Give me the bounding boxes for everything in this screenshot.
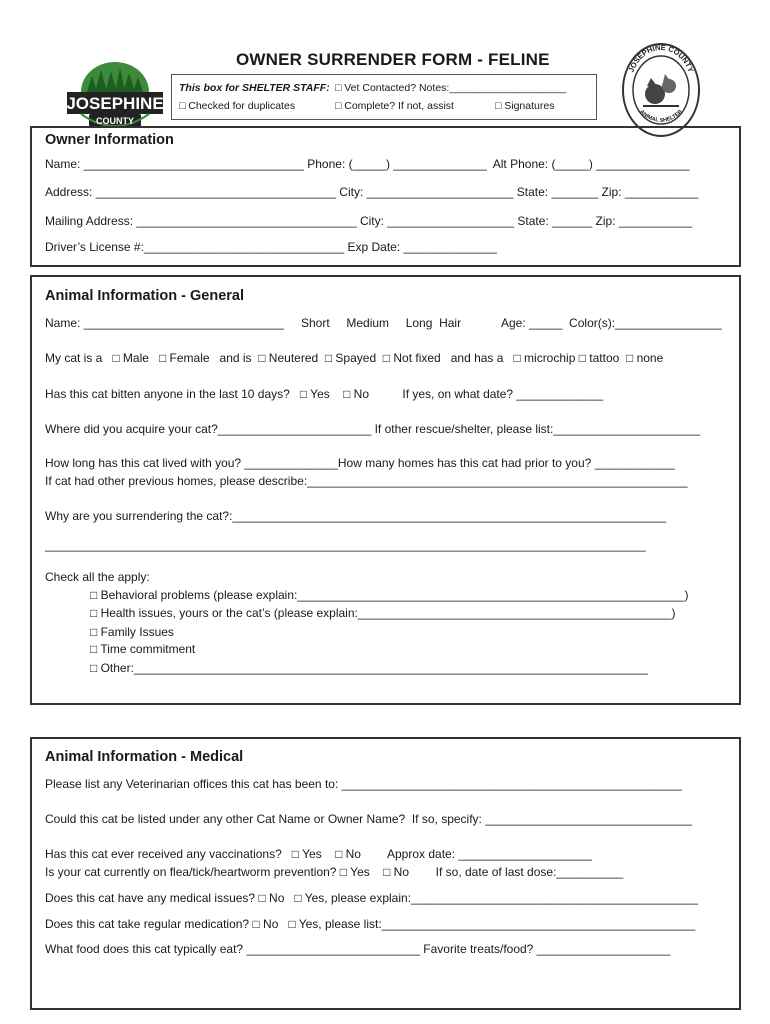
owner-address-field[interactable]: Address: ____________________________________ City: ______________________ State: _______ Zip: ___________ bbox=[45, 185, 699, 199]
medical-section-title: Animal Information - Medical bbox=[45, 749, 244, 765]
complete-checkbox[interactable]: □ Complete? If not, assist bbox=[335, 100, 454, 112]
signatures-checkbox[interactable]: □ Signatures bbox=[495, 100, 555, 112]
general-information-section bbox=[30, 275, 741, 705]
logo-text-top: JOSEPHINE bbox=[66, 94, 163, 113]
general-section-title: Animal Information - General bbox=[45, 288, 244, 304]
other-name-field[interactable]: Could this cat be listed under any other Cat Name or Owner Name? If so, specify: _______________________________ bbox=[45, 812, 693, 826]
drivers-license-field[interactable]: Driver’s License #:______________________________ Exp Date: ______________ bbox=[45, 240, 497, 254]
page-title: OWNER SURRENDER FORM - FELINE bbox=[236, 50, 550, 69]
svg-text:ANIMAL SHELTER bbox=[638, 109, 683, 124]
owner-name-phone-field[interactable]: Name: _________________________________ Phone: (_____) ______________ Alt Phone: (_____) ______________ bbox=[45, 157, 690, 171]
animal-shelter-seal bbox=[612, 24, 696, 124]
bitten-question[interactable]: Has this cat bitten anyone in the last 10 days? □ Yes □ No If yes, on what date? _____________ bbox=[45, 387, 604, 401]
medication-question[interactable]: Does this cat take regular medication? □ No □ Yes, please list:_______________________________________________ bbox=[45, 917, 696, 931]
logo-trees-icon bbox=[67, 62, 163, 132]
flea-prevention-question[interactable]: Is your cat currently on flea/tick/heartworm prevention? □ Yes □ No If so, date of last dose:__________ bbox=[45, 865, 624, 879]
vet-contacted-checkbox[interactable]: □ Vet Contacted? Notes:____________________ bbox=[335, 82, 567, 94]
staff-box-label: This box for SHELTER STAFF: bbox=[179, 82, 330, 94]
sex-status-checkboxes[interactable]: My cat is a □ Male □ Female and is □ Neutered □ Spayed □ Not fixed and has a □ microchip □ tattoo □ none bbox=[45, 351, 664, 365]
reason-other-checkbox[interactable]: □ Other:_____________________________________________________________________________ bbox=[90, 661, 648, 675]
food-question[interactable]: What food does this cat typically eat? __________________________ Favorite treats/food? ____________________ bbox=[45, 942, 671, 956]
owner-mailing-address-field[interactable]: Mailing Address: _________________________________ City: ___________________ State: ______ Zip: ___________ bbox=[45, 214, 693, 228]
vaccinations-question[interactable]: Has this cat ever received any vaccinations? □ Yes □ No Approx date: ____________________ bbox=[45, 847, 592, 861]
medical-issues-question[interactable]: Does this cat have any medical issues? □ No □ Yes, please explain:___________________________________________ bbox=[45, 891, 699, 905]
previous-homes-field[interactable]: If cat had other previous homes, please describe:_________________________________________________________ bbox=[45, 474, 688, 488]
hair-length-options[interactable]: Short Medium Long Hair bbox=[301, 316, 462, 330]
staff-box bbox=[171, 74, 597, 120]
reason-time-checkbox[interactable]: □ Time commitment bbox=[90, 642, 196, 656]
checked-duplicates-checkbox[interactable]: □ Checked for duplicates bbox=[179, 100, 296, 112]
reason-behavioral-checkbox[interactable]: □ Behavioral problems (please explain:__________________________________________________________) bbox=[90, 588, 689, 602]
svg-text:JOSEPHINE COUNTY bbox=[626, 43, 695, 74]
vet-offices-field[interactable]: Please list any Veterinarian offices this cat has been to: ___________________________________________________ bbox=[45, 777, 682, 791]
check-all-label: Check all the apply: bbox=[45, 570, 150, 584]
cat-name-field[interactable]: Name: ______________________________ bbox=[45, 316, 284, 330]
reason-family-checkbox[interactable]: □ Family Issues bbox=[90, 625, 174, 639]
reason-health-checkbox[interactable]: □ Health issues, yours or the cat’s (please explain:_______________________________________________) bbox=[90, 606, 676, 620]
shelter-seal-icon bbox=[621, 42, 701, 138]
josephine-county-logo bbox=[58, 44, 163, 126]
surrender-reason-field[interactable]: Why are you surrendering the cat?:_________________________________________________________________ bbox=[45, 509, 667, 523]
acquire-question[interactable]: Where did you acquire your cat?_______________________ If other rescue/shelter, please list:______________________ bbox=[45, 422, 701, 436]
age-color-field[interactable]: Age: _____ Color(s):________________ bbox=[501, 316, 722, 330]
logo-text-bottom: COUNTY bbox=[95, 116, 134, 126]
how-long-question[interactable]: How long has this cat lived with you? ______________How many homes has this cat had prior to you? ____________ bbox=[45, 456, 675, 470]
seal-text-bottom: ANIMAL SHELTER bbox=[638, 109, 684, 124]
seal-text-top: JOSEPHINE COUNTY bbox=[626, 42, 696, 74]
surrender-reason-continued[interactable]: __________________________________________________________________________________________ bbox=[45, 538, 646, 552]
owner-section-title: Owner Information bbox=[45, 132, 174, 148]
